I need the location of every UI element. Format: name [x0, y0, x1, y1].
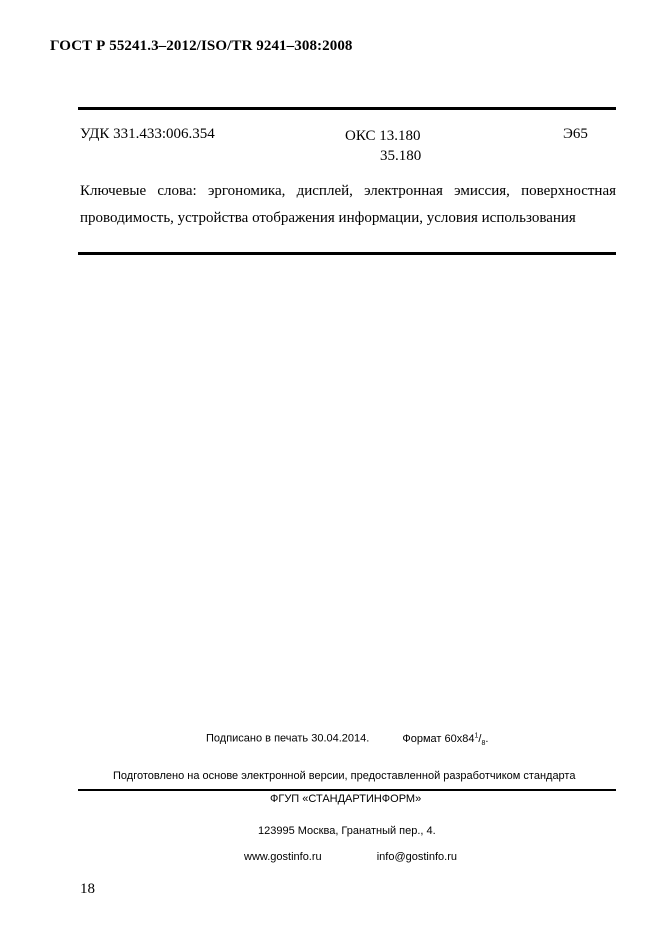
oks-code-primary: ОКС 13.180 [345, 128, 421, 144]
format-numerator: 1 [474, 732, 479, 739]
format-prefix: Формат 60x84 [402, 732, 475, 745]
format-denominator: 8 [481, 739, 486, 747]
bottom-divider [78, 789, 616, 791]
keywords-paragraph: Ключевые слова: эргономика, дисплей, электронная эмиссия, поверхностная проводимость, устройства отображения информации, условия использования [80, 183, 616, 226]
signed-date: Подписано в печать 30.04.2014. [206, 732, 370, 745]
document-designation: ГОСТ Р 55241.3–2012/ISO/TR 9241–308:2008 [50, 38, 353, 54]
middle-divider [78, 252, 616, 255]
publisher-name: ФГУП «СТАНДАРТИНФОРМ» [270, 793, 422, 805]
contact-line [244, 851, 457, 863]
publisher-address: 123995 Москва, Гранатный пер., 4. [258, 825, 436, 837]
classification-code: Э65 [563, 126, 588, 142]
paper-format: Формат $60x84^1/_8$. [402, 732, 489, 747]
website-link[interactable]: www.gostinfo.ru [244, 851, 322, 863]
oks-code-secondary: 35.180 [380, 148, 422, 164]
signed-for-print-line [206, 732, 488, 747]
format-suffix: . [485, 732, 489, 745]
email-link[interactable]: info@gostinfo.ru [376, 851, 457, 863]
page-number: 18 [80, 881, 95, 897]
oks-block [345, 126, 421, 166]
top-divider [78, 107, 616, 110]
prepared-note: Подготовлено на основе электронной версии, предоставленной разработчиком стандарта [113, 770, 576, 782]
udc-code: УДК 331.433:006.354 [80, 126, 215, 142]
